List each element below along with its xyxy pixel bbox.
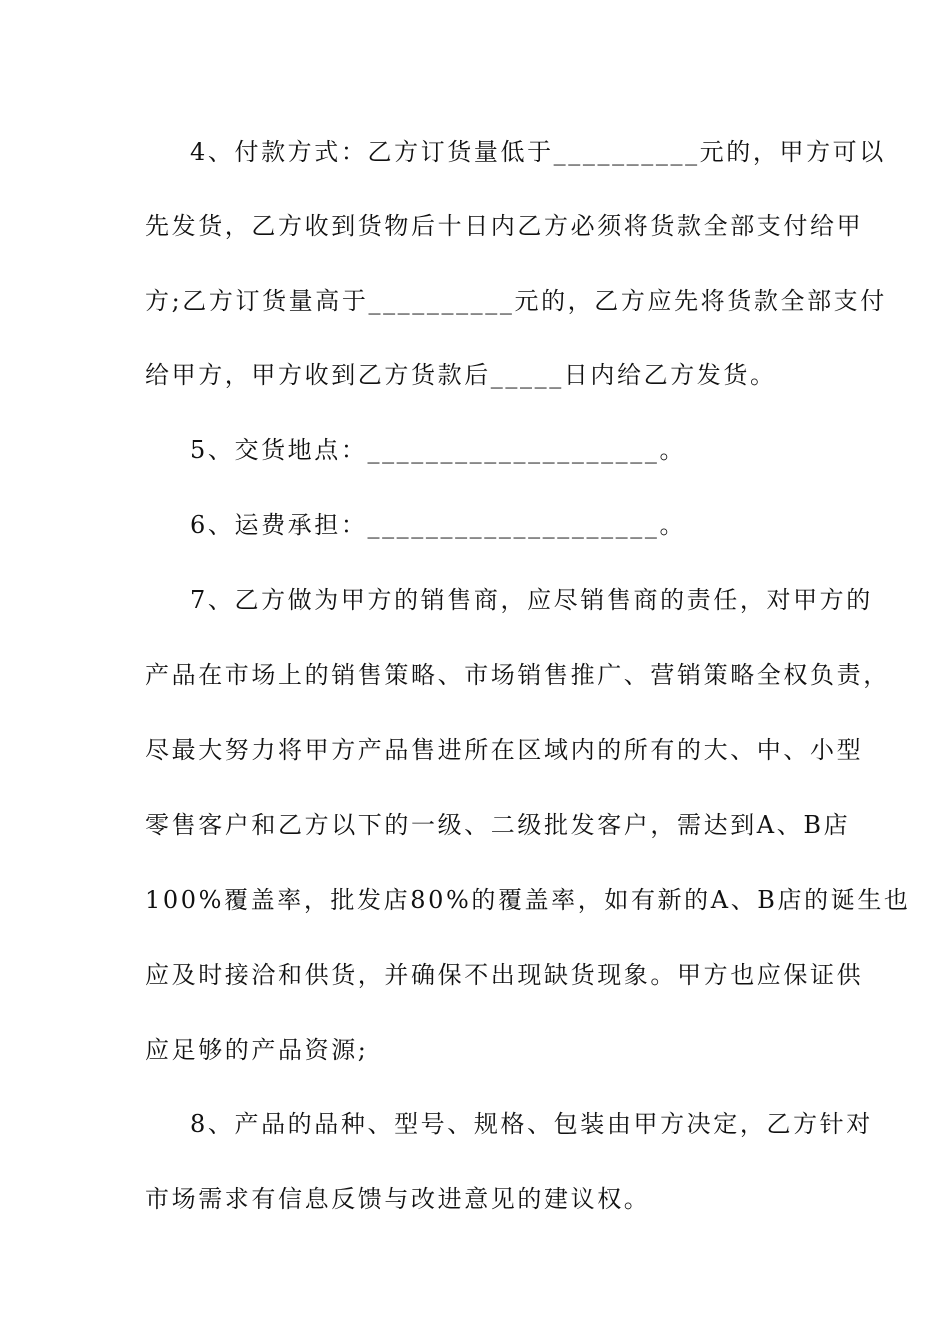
clause-4-line-1: 4、付款方式：乙方订货量低于__________元的，甲方可以 xyxy=(190,138,886,166)
clause-7-line-2: 产品在市场上的销售策略、市场销售推广、营销策略全权负责， xyxy=(145,661,890,689)
clause-8-line-2: 市场需求有信息反馈与改进意见的建议权。 xyxy=(145,1185,651,1213)
clause-7-line-6: 应及时接洽和供货，并确保不出现缺货现象。甲方也应保证供 xyxy=(145,961,864,989)
clause-6-line: 6、运费承担：____________________。 xyxy=(190,511,687,539)
clause-4-line-3: 方;乙方订货量高于__________元的，乙方应先将货款全部支付 xyxy=(145,287,887,315)
clause-7-line-1: 7、乙方做为甲方的销售商，应尽销售商的责任，对甲方的 xyxy=(190,586,873,614)
clause-7-line-3: 尽最大努力将甲方产品售进所在区域内的所有的大、中、小型 xyxy=(145,736,864,764)
clause-7-line-7: 应足够的产品资源; xyxy=(145,1036,369,1064)
clause-7-line-5: 100%覆盖率，批发店80%的覆盖率，如有新的A、B店的诞生也 xyxy=(145,886,911,914)
clause-4-line-4: 给甲方，甲方收到乙方货款后_____日内给乙方发货。 xyxy=(145,361,777,389)
clause-4-line-2: 先发货，乙方收到货物后十日内乙方必须将货款全部支付给甲 xyxy=(145,212,864,240)
clause-7-line-4: 零售客户和乙方以下的一级、二级批发客户，需达到A、B店 xyxy=(145,811,851,839)
clause-5-line: 5、交货地点：____________________。 xyxy=(190,436,687,464)
clause-8-line-1: 8、产品的品种、型号、规格、包装由甲方决定，乙方针对 xyxy=(190,1110,873,1138)
